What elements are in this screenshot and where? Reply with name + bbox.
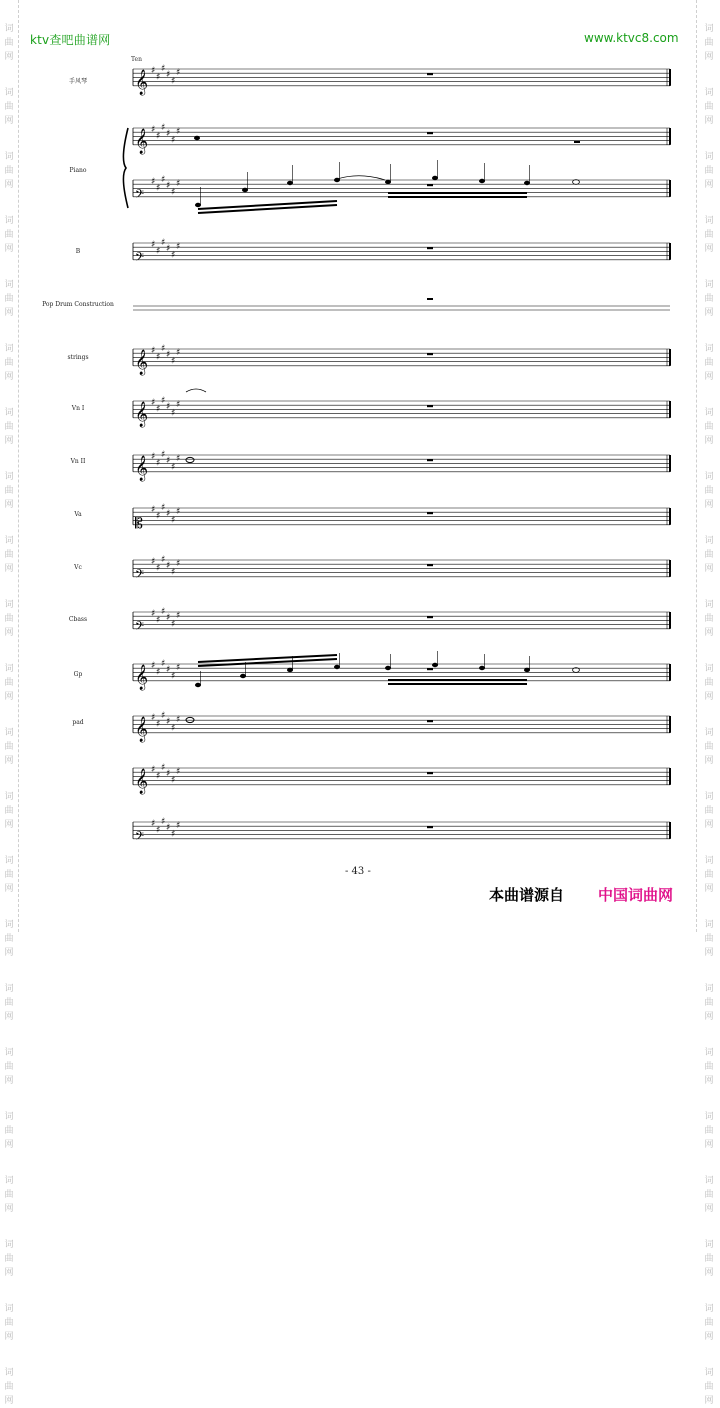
key-signature-sharp: ♯ (161, 710, 166, 721)
margin-watermark-char: 词 (4, 536, 14, 546)
key-signature-sharp: ♯ (156, 615, 161, 626)
key-signature-sharp: ♯ (171, 356, 176, 367)
key-signature-sharp: ♯ (151, 713, 156, 723)
margin-watermark-char: 曲 (704, 166, 714, 176)
margin-watermark-char: 网 (704, 1204, 714, 1214)
margin-watermark-char: 词 (704, 344, 714, 354)
page-number: - 43 - (345, 866, 371, 877)
note-head (432, 176, 438, 180)
key-signature-sharp: ♯ (171, 619, 176, 630)
margin-watermark-char: 词 (704, 280, 714, 290)
note-head (479, 179, 485, 183)
margin-watermark-char: 曲 (704, 1318, 714, 1328)
instrument-label: Vn II (70, 458, 86, 465)
margin-watermark-char: 网 (4, 1076, 14, 1086)
margin-watermark-char: 词 (4, 856, 14, 866)
margin-watermark-char: 网 (4, 692, 14, 702)
margin-watermark-char: 曲 (704, 486, 714, 496)
key-signature-sharp: ♯ (151, 125, 156, 135)
instrument-label: Pop Drum Construction (42, 301, 114, 308)
margin-watermark-char: 词 (704, 536, 714, 546)
margin-watermark-char: 词 (704, 1112, 714, 1122)
tempo-mark: Ten (131, 56, 142, 63)
margin-watermark-char: 词 (4, 152, 14, 162)
margin-watermark-char: 网 (4, 500, 14, 510)
margin-watermark-char: 曲 (4, 358, 14, 368)
key-signature-sharp: ♯ (166, 244, 171, 255)
margin-watermark-char: 词 (4, 792, 14, 802)
margin-watermark-char: 词 (704, 472, 714, 482)
key-signature-sharp: ♯ (176, 559, 181, 570)
instrument-label: Vc (74, 564, 82, 571)
key-signature-sharp: ♯ (176, 821, 181, 832)
margin-watermark-char: 曲 (704, 806, 714, 816)
margin-watermark-char: 词 (4, 728, 14, 738)
margin-watermark-char: 网 (704, 308, 714, 318)
margin-watermark-char: 曲 (4, 742, 14, 752)
margin-watermark-char: 网 (4, 820, 14, 830)
whole-note-head (186, 457, 194, 462)
margin-watermark-char: 网 (4, 564, 14, 574)
key-signature-sharp: ♯ (156, 131, 161, 142)
key-signature-sharp: ♯ (151, 346, 156, 356)
margin-watermark-char: 曲 (4, 806, 14, 816)
margin-watermark-char: 曲 (704, 1062, 714, 1072)
margin-watermark-char: 词 (704, 1368, 714, 1378)
clef-symbol: 𝄞 (135, 716, 149, 742)
whole-rest (427, 184, 433, 186)
margin-watermark-char: 网 (704, 1140, 714, 1150)
margin-watermark-char: 网 (4, 1204, 14, 1214)
margin-watermark-char: 曲 (4, 1254, 14, 1264)
margin-watermark-char: 网 (4, 628, 14, 638)
key-signature-sharp: ♯ (156, 771, 161, 782)
margin-watermark-char: 词 (4, 344, 14, 354)
margin-watermark-char: 曲 (4, 230, 14, 240)
key-signature-sharp: ♯ (156, 825, 161, 836)
tie (186, 389, 206, 392)
key-signature-sharp: ♯ (166, 181, 171, 192)
footer-source-text: 本曲谱源自 (489, 886, 565, 904)
key-signature-sharp: ♯ (171, 408, 176, 419)
margin-watermark-char: 曲 (4, 102, 14, 112)
margin-watermark-char: 词 (4, 1048, 14, 1058)
note-head (194, 136, 200, 140)
key-signature-sharp: ♯ (176, 400, 181, 411)
margin-watermark-char: 词 (4, 600, 14, 610)
margin-watermark-char: 网 (4, 436, 14, 446)
margin-watermark-char: 词 (704, 664, 714, 674)
key-signature-sharp: ♯ (176, 68, 181, 79)
key-signature-sharp: ♯ (176, 663, 181, 674)
whole-rest (427, 668, 433, 670)
note-head (524, 668, 530, 672)
margin-watermark-char: 词 (704, 408, 714, 418)
key-signature-sharp: ♯ (176, 179, 181, 190)
key-signature-sharp: ♯ (151, 661, 156, 671)
note-head (385, 666, 391, 670)
key-signature-sharp: ♯ (156, 352, 161, 363)
whole-rest (427, 298, 433, 300)
margin-watermark-char: 网 (4, 180, 14, 190)
margin-watermark-char: 网 (704, 372, 714, 382)
margin-watermark-char: 曲 (704, 742, 714, 752)
key-signature-sharp: ♯ (161, 449, 166, 460)
margin-watermark-char: 曲 (4, 38, 14, 48)
margin-watermark-char: 词 (704, 1304, 714, 1314)
margin-watermark-char: 网 (704, 500, 714, 510)
half-note-head (573, 180, 580, 185)
key-signature-sharp: ♯ (166, 509, 171, 520)
key-signature-sharp: ♯ (166, 402, 171, 413)
staff-group (123, 64, 670, 846)
whole-rest (427, 459, 433, 461)
key-signature-sharp: ♯ (166, 769, 171, 780)
piano-brace (123, 128, 128, 208)
instrument-label: Va (74, 511, 82, 518)
key-signature-sharp: ♯ (171, 462, 176, 473)
margin-watermark-char: 网 (4, 948, 14, 958)
note-head (334, 665, 340, 669)
key-signature-sharp: ♯ (166, 70, 171, 81)
instrument-label: Gp (73, 671, 83, 678)
key-signature-sharp: ♯ (176, 767, 181, 778)
margin-watermark-char: 曲 (704, 38, 714, 48)
clef-symbol: 𝄢 (135, 187, 145, 204)
instrument-label: pad (72, 719, 84, 726)
margin-watermark-char: 曲 (4, 678, 14, 688)
key-signature-sharp: ♯ (176, 611, 181, 622)
key-signature-sharp: ♯ (166, 456, 171, 467)
clef-symbol: 𝄞 (135, 349, 149, 375)
margin-watermark-char: 曲 (704, 230, 714, 240)
margin-watermark-char: 曲 (4, 486, 14, 496)
margin-watermark-char: 曲 (4, 614, 14, 624)
clef-symbol: 𝄞 (135, 128, 149, 154)
key-signature-sharp: ♯ (161, 502, 166, 513)
key-signature-sharp: ♯ (151, 240, 156, 250)
margin-watermark-char: 词 (704, 792, 714, 802)
margin-watermark-char: 词 (4, 920, 14, 930)
margin-watermark-char: 词 (4, 1304, 14, 1314)
key-signature-sharp: ♯ (161, 343, 166, 354)
note-head (242, 188, 248, 192)
note-head (524, 181, 530, 185)
margin-watermark-char: 网 (704, 628, 714, 638)
whole-rest (427, 826, 433, 828)
clef-symbol: 𝄡 (135, 515, 143, 532)
instrument-label: B (75, 248, 81, 255)
key-signature-sharp: ♯ (166, 613, 171, 624)
margin-watermark-char: 网 (704, 948, 714, 958)
key-signature-sharp: ♯ (171, 515, 176, 526)
margin-watermark-char: 词 (4, 280, 14, 290)
key-signature-sharp: ♯ (156, 719, 161, 730)
key-signature-sharp: ♯ (161, 554, 166, 565)
margin-watermark-char: 曲 (704, 614, 714, 624)
margin-watermark-char: 曲 (4, 1062, 14, 1072)
margin-watermark-char: 网 (704, 1332, 714, 1342)
tie (337, 176, 385, 180)
note-head (195, 683, 201, 687)
margin-watermark-char: 词 (4, 1240, 14, 1250)
instrument-label: 手风琴 (68, 78, 87, 85)
margin-watermark-char: 曲 (4, 550, 14, 560)
instrument-label: strings (67, 354, 89, 361)
margin-watermark-char: 网 (4, 1332, 14, 1342)
notes-group (186, 73, 580, 828)
margin-watermark-char: 词 (704, 920, 714, 930)
margin-watermark-char: 网 (4, 1012, 14, 1022)
beam (198, 201, 337, 209)
key-signature-sharp: ♯ (166, 129, 171, 140)
margin-watermark-char: 曲 (4, 870, 14, 880)
key-signature-sharp: ♯ (151, 398, 156, 408)
clef-symbol: 𝄢 (135, 567, 145, 584)
note-head (240, 674, 246, 678)
instrument-label: Cbass (68, 616, 88, 623)
instrument-label: Piano (69, 167, 87, 174)
whole-rest (427, 564, 433, 566)
key-signature-sharp: ♯ (176, 507, 181, 518)
key-signature-sharp: ♯ (166, 823, 171, 834)
whole-rest (427, 720, 433, 722)
note-head (479, 666, 485, 670)
key-signature-sharp: ♯ (151, 177, 156, 187)
key-signature-sharp: ♯ (176, 454, 181, 465)
beam (198, 205, 337, 213)
margin-watermark-char: 网 (704, 692, 714, 702)
header-site-name[interactable]: ktv查吧曲谱网 (30, 33, 111, 47)
instrument-label: Vn I (71, 405, 85, 412)
clef-symbol: 𝄞 (135, 768, 149, 794)
key-signature-sharp: ♯ (156, 183, 161, 194)
whole-rest (427, 73, 433, 75)
key-signature-sharp: ♯ (161, 174, 166, 185)
margin-watermark-char: 网 (704, 116, 714, 126)
key-signature-sharp: ♯ (161, 237, 166, 248)
margin-watermark-char: 曲 (704, 1254, 714, 1264)
clef-symbol: 𝄞 (135, 401, 149, 427)
margin-watermark-char: 网 (704, 756, 714, 766)
clef-symbol: 𝄢 (135, 619, 145, 636)
half-rest (574, 141, 580, 143)
key-signature-sharp: ♯ (176, 715, 181, 726)
clef-symbol: 𝄞 (135, 455, 149, 481)
margin-watermark-char: 词 (4, 88, 14, 98)
whole-rest (427, 247, 433, 249)
key-signature-sharp: ♯ (156, 458, 161, 469)
margin-watermark-char: 网 (4, 884, 14, 894)
key-signature-sharp: ♯ (161, 63, 166, 74)
key-signature-sharp: ♯ (171, 829, 176, 840)
header-site-url[interactable]: www.ktvc8.com (584, 31, 679, 45)
margin-watermark-char: 曲 (704, 934, 714, 944)
key-signature-sharp: ♯ (171, 187, 176, 198)
footer-site-link[interactable]: 中国词曲网 (598, 886, 674, 904)
margin-watermark-char: 词 (4, 664, 14, 674)
margin-watermark-char: 词 (704, 1240, 714, 1250)
key-signature-sharp: ♯ (176, 348, 181, 359)
margin-watermark-char: 词 (704, 1048, 714, 1058)
margin-watermark-char: 网 (704, 1268, 714, 1278)
margin-watermark-char: 网 (4, 244, 14, 254)
margin-watermark-char: 曲 (4, 294, 14, 304)
key-signature-sharp: ♯ (151, 557, 156, 567)
margin-watermark-char: 曲 (704, 358, 714, 368)
key-signature-sharp: ♯ (161, 122, 166, 133)
key-signature-sharp: ♯ (161, 816, 166, 827)
margin-watermark-char: 曲 (4, 934, 14, 944)
margin-watermark-char: 词 (704, 856, 714, 866)
margin-watermark-char: 词 (4, 1112, 14, 1122)
key-signature-sharp: ♯ (156, 72, 161, 83)
margin-watermark-char: 曲 (4, 422, 14, 432)
key-signature-sharp: ♯ (151, 765, 156, 775)
margin-watermark-char: 词 (704, 1176, 714, 1186)
margin-watermark-char: 词 (4, 472, 14, 482)
margin-watermark-char: 词 (4, 1368, 14, 1378)
margin-watermark-char: 曲 (4, 998, 14, 1008)
margin-watermark-char: 曲 (704, 998, 714, 1008)
margin-watermark-char: 网 (4, 52, 14, 62)
key-signature-sharp: ♯ (171, 567, 176, 578)
key-signature-sharp: ♯ (166, 665, 171, 676)
margin-watermark-char: 曲 (704, 678, 714, 688)
key-signature-sharp: ♯ (166, 350, 171, 361)
whole-rest (427, 616, 433, 618)
key-signature-sharp: ♯ (161, 606, 166, 617)
clef-symbol: 𝄢 (135, 250, 145, 267)
margin-watermark-char: 词 (4, 984, 14, 994)
key-signature-sharp: ♯ (176, 242, 181, 253)
margin-watermark-char: 词 (4, 24, 14, 34)
margin-watermark-char: 词 (704, 152, 714, 162)
key-signature-sharp: ♯ (166, 561, 171, 572)
note-head (432, 663, 438, 667)
margin-watermark-char: 词 (704, 600, 714, 610)
key-signature-sharp: ♯ (156, 511, 161, 522)
clef-symbol: 𝄢 (135, 829, 145, 846)
margin-watermark-char: 网 (704, 820, 714, 830)
clef-symbol: 𝄞 (135, 664, 149, 690)
margin-watermark-char: 网 (4, 1140, 14, 1150)
margin-watermark-char: 网 (4, 116, 14, 126)
margin-watermark-char: 网 (4, 372, 14, 382)
margin-watermark-char: 词 (704, 984, 714, 994)
margin-watermark-char: 词 (704, 88, 714, 98)
note-head (195, 203, 201, 207)
margin-watermark-char: 网 (4, 1396, 14, 1406)
key-signature-sharp: ♯ (151, 505, 156, 515)
key-signature-sharp: ♯ (156, 246, 161, 257)
note-head (385, 180, 391, 184)
margin-watermark-char: 曲 (4, 1190, 14, 1200)
margin-watermark-char: 网 (704, 1076, 714, 1086)
margin-watermark-char: 曲 (704, 550, 714, 560)
key-signature-sharp: ♯ (151, 609, 156, 619)
margin-watermark-char: 词 (704, 216, 714, 226)
whole-rest (427, 353, 433, 355)
margin-watermark-char: 曲 (704, 1126, 714, 1136)
margin-watermark-char: 网 (704, 1396, 714, 1406)
margin-watermark-char: 曲 (4, 1126, 14, 1136)
margin-watermark-char: 词 (4, 408, 14, 418)
margin-watermark-char: 词 (4, 1176, 14, 1186)
margin-watermark-char: 网 (4, 756, 14, 766)
margin-watermark-char: 曲 (704, 422, 714, 432)
margin-watermark-char: 曲 (4, 1382, 14, 1392)
key-signature-sharp: ♯ (151, 819, 156, 829)
whole-rest (427, 512, 433, 514)
margin-watermark-char: 词 (4, 216, 14, 226)
key-signature-sharp: ♯ (171, 76, 176, 87)
key-signature-sharp: ♯ (171, 671, 176, 682)
key-signature-sharp: ♯ (166, 717, 171, 728)
margin-watermark-char: 词 (704, 24, 714, 34)
margin-watermark-char: 网 (704, 436, 714, 446)
margin-watermark-char: 曲 (704, 102, 714, 112)
whole-rest (427, 405, 433, 407)
note-head (287, 668, 293, 672)
key-signature-sharp: ♯ (161, 762, 166, 773)
key-signature-sharp: ♯ (171, 135, 176, 146)
key-signature-sharp: ♯ (171, 723, 176, 734)
key-signature-sharp: ♯ (151, 452, 156, 462)
key-signature-sharp: ♯ (156, 404, 161, 415)
key-signature-sharp: ♯ (161, 658, 166, 669)
margin-watermark-char: 曲 (704, 1190, 714, 1200)
margin-watermark-char: 网 (704, 884, 714, 894)
key-signature-sharp: ♯ (171, 775, 176, 786)
note-head (287, 181, 293, 185)
key-signature-sharp: ♯ (176, 127, 181, 138)
margin-watermark-char: 曲 (704, 294, 714, 304)
margin-watermark-char: 网 (704, 244, 714, 254)
margin-watermark-char: 曲 (704, 870, 714, 880)
margin-watermark-char: 网 (4, 308, 14, 318)
whole-rest (427, 772, 433, 774)
margin-watermark-char: 曲 (704, 1382, 714, 1392)
whole-rest (427, 132, 433, 134)
key-signature-sharp: ♯ (161, 395, 166, 406)
margin-watermark-char: 曲 (4, 166, 14, 176)
margin-watermark-char: 词 (704, 728, 714, 738)
margin-watermark-char: 网 (704, 180, 714, 190)
clef-symbol: 𝄞 (135, 69, 149, 95)
key-signature-sharp: ♯ (171, 250, 176, 261)
key-signature-sharp: ♯ (156, 667, 161, 678)
key-signature-sharp: ♯ (151, 66, 156, 76)
key-signature-sharp: ♯ (156, 563, 161, 574)
margin-watermark-char: 曲 (4, 1318, 14, 1328)
margin-watermark-char: 网 (4, 1268, 14, 1278)
margin-watermark-char: 网 (704, 52, 714, 62)
margin-watermark-char: 网 (704, 1012, 714, 1022)
margin-watermark-char: 网 (704, 564, 714, 574)
